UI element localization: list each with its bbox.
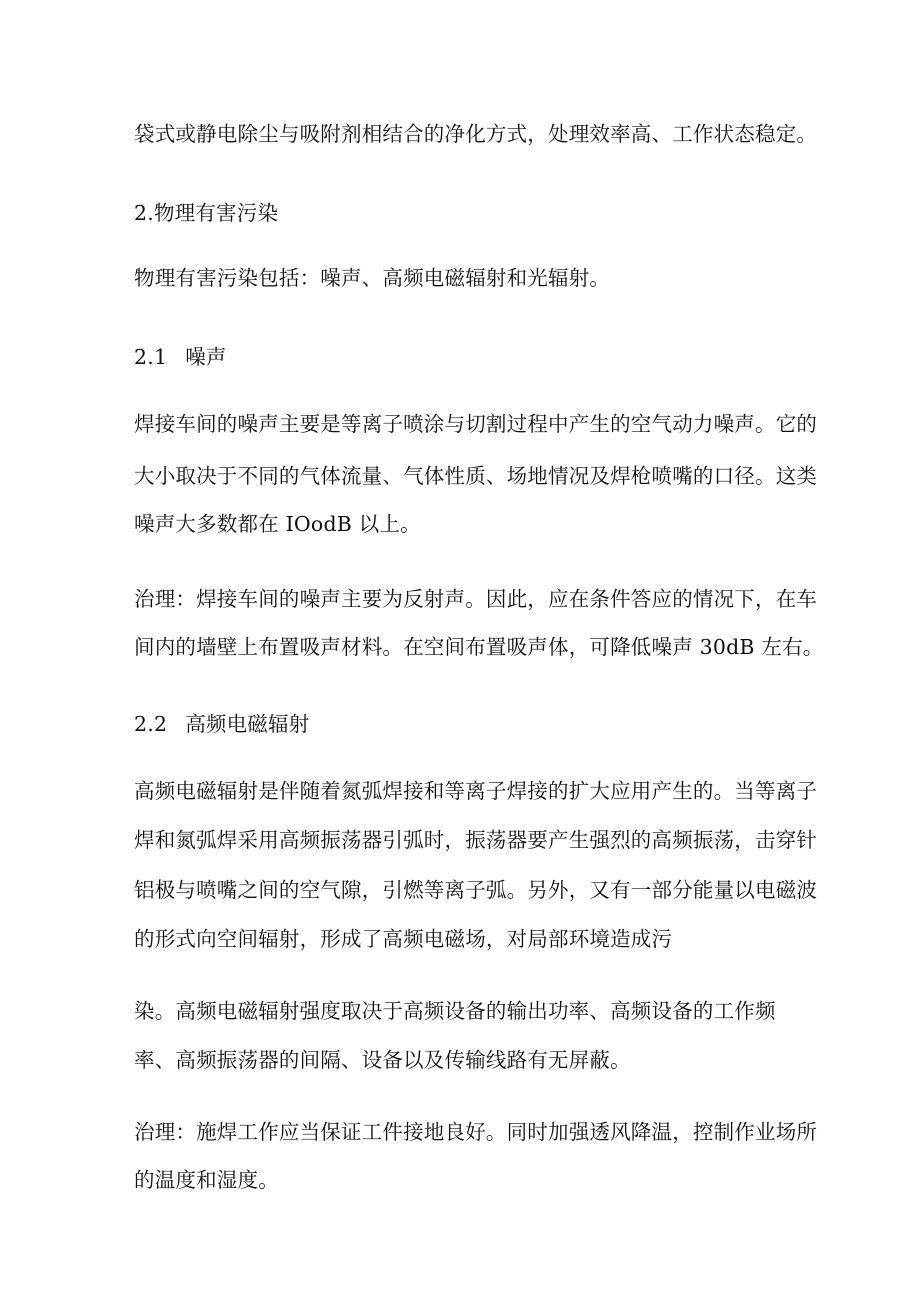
text-line: 大小取决于不同的气体流量、气体性质、场地情况及焊枪喷嘴的口径。这类 [134,464,818,488]
text-line: 率、高频振荡器的间隔、设备以及传输线路有无屏蔽。 [134,1048,631,1072]
text-line: 的形式向空间辐射，形成了高频电磁场，对局部环境造成污 [134,927,673,951]
text-line: 高频电磁辐射是伴随着氮弧焊接和等离子焊接的扩大应用产生的。当等离子 [134,779,818,803]
text-line: 间内的墙壁上布置吸声材料。在空间布置吸声体，可降低噪声 30dB 左右。 [134,635,824,659]
text-line: 治理：施焊工作应当保证工件接地良好。同时加强透风降温，控制作业场所 [134,1120,818,1144]
section-heading-2-1 [134,343,227,371]
section-title: 高频电磁辐射 [185,712,310,736]
text-line: 物理有害污染包括：噪声、高频电磁辐射和光辐射。 [134,266,611,290]
text-line: 焊和氮弧焊采用高频振荡器引弧时，振荡器要产生强烈的高频振荡，击穿针 [134,828,818,852]
section-title: 噪声 [185,345,227,369]
text-line: 的温度和湿度。 [134,1168,279,1192]
text-line: 铝极与喷嘴之间的空气隙，引燃等离子弧。另外，又有一部分能量以电磁波 [134,878,818,902]
text-line: 焊接车间的噪声主要是等离子喷涂与切割过程中产生的空气动力噪声。它的 [134,412,818,436]
text-line: 治理：焊接车间的噪声主要为反射声。因此，应在条件答应的情况下，在车 [134,587,818,611]
section-heading-2: 2.物理有害污染 [134,201,279,225]
section-number: 2.1 [134,345,168,369]
text-line: 染。高频电磁辐射强度取决于高频设备的输出功率、高频设备的工作频 [134,999,776,1023]
text-line: 噪声大多数都在 IOodB 以上。 [134,512,421,536]
section-heading-2-2 [134,710,309,738]
section-number: 2.2 [134,712,168,736]
text-line: 袋式或静电除尘与吸附剂相结合的净化方式，处理效率高、工作状态稳定。 [134,122,818,146]
